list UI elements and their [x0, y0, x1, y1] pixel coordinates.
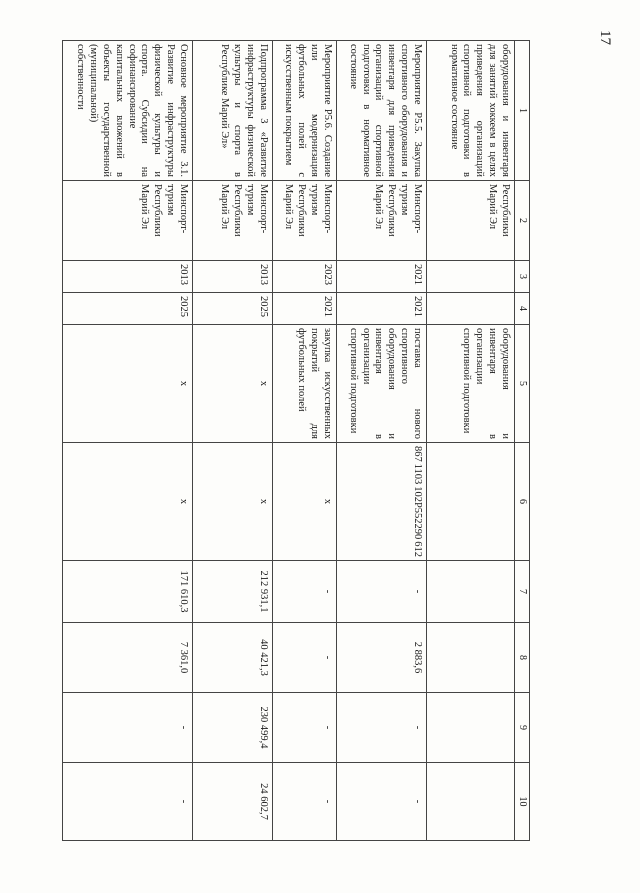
cell-event-name: Подпрограмма 3 «Развитие инфраструктуры физической культуры и спорта в Республике Марий Эл» — [192, 41, 272, 181]
cell-executor: Минспорт-туризм Республики Марий Эл — [272, 181, 336, 261]
cell-executor: Минспорт-туризм Республики Марий Эл — [336, 181, 426, 261]
table-row — [336, 41, 426, 841]
header-cell: 3 — [514, 261, 529, 293]
cell-end-year: 2025 — [192, 293, 272, 325]
cell-value: - — [336, 763, 426, 841]
budget-code-type: 612 — [411, 541, 423, 557]
cell-value — [426, 623, 514, 693]
cell-result: закупка искусственных покрытий для футбольных полей — [272, 325, 336, 443]
cell-value: 40 421,3 — [192, 623, 272, 693]
header-row — [514, 41, 529, 841]
cell-value — [426, 561, 514, 623]
cell-value: 24 602,7 — [192, 763, 272, 841]
header-cell: 10 — [514, 763, 529, 841]
cell-start-year: 2013 — [62, 261, 192, 293]
rotated-table-container — [10, 40, 530, 840]
table-row — [192, 41, 272, 841]
budget-code-target: 102P552290 — [411, 486, 423, 540]
cell-budget-code — [336, 443, 426, 561]
cell-value: - — [272, 763, 336, 841]
cell-value: - — [62, 763, 192, 841]
cell-budget-code: х — [272, 443, 336, 561]
table-row — [272, 41, 336, 841]
cell-value: 230 499,4 — [192, 693, 272, 763]
cell-start-year: 2023 — [272, 261, 336, 293]
cell-executor: Минспорт-туризм Республики Марий Эл — [62, 181, 192, 261]
cell-value: - — [336, 561, 426, 623]
cell-result: х — [192, 325, 272, 443]
cell-start-year: 2021 — [336, 261, 426, 293]
cell-executor: Минспорт-туризм Республики Марий Эл — [192, 181, 272, 261]
table-row — [62, 41, 192, 841]
cell-budget-code: х — [62, 443, 192, 561]
table-row — [426, 41, 514, 841]
cell-result: поставка нового спортивного оборудования и инвентаря в организации спортивной подготовки — [336, 325, 426, 443]
cell-end-year: 2021 — [336, 293, 426, 325]
header-cell: 1 — [514, 41, 529, 181]
cell-event-name: оборудования и инвентаря для занятий хоккеем в целях приведения организаций спортивной подготовки в нормативное состояние — [426, 41, 514, 181]
header-cell: 9 — [514, 693, 529, 763]
cell-end-year: 2025 — [62, 293, 192, 325]
cell-result: х — [62, 325, 192, 443]
header-cell: 2 — [514, 181, 529, 261]
cell-value: - — [62, 693, 192, 763]
cell-event-name: Мероприятие P5.6. Создание или модернизация футбольных полей с искусственным покрытием — [272, 41, 336, 181]
cell-value: 212 931,1 — [192, 561, 272, 623]
cell-value — [426, 763, 514, 841]
page-number: 17 — [597, 30, 613, 45]
cell-value — [426, 693, 514, 763]
header-cell: 8 — [514, 623, 529, 693]
cell-value: - — [336, 693, 426, 763]
cell-start-year: 2013 — [192, 261, 272, 293]
cell-budget-code: х — [192, 443, 272, 561]
cell-value: 7 361,0 — [62, 623, 192, 693]
cell-value: - — [272, 561, 336, 623]
cell-value: 171 610,3 — [62, 561, 192, 623]
header-cell: 4 — [514, 293, 529, 325]
cell-result: оборудования и инвентаря в организации спортивной подготовки — [426, 325, 514, 443]
cell-event-name: Основное мероприятие 3.1. Развитие инфраструктуры физической культуры и спорта. Субсидии на софинансирование капитальных вложений в объекты государственной (муниципальной) собственности — [62, 41, 192, 181]
cell-executor: Республики Марий Эл — [426, 181, 514, 261]
program-table — [62, 40, 530, 841]
cell-end-year: 2021 — [272, 293, 336, 325]
cell-start-year — [426, 261, 514, 293]
header-cell: 6 — [514, 443, 529, 561]
cell-value: - — [272, 693, 336, 763]
cell-event-name: Мероприятие P5.5. Закупка спортивного оборудования и инвентаря для приведения организаций спортивной подготовки в нормативное состояние — [336, 41, 426, 181]
budget-code-grbs: 867 — [411, 446, 423, 462]
budget-code-section: 1103 — [411, 463, 423, 485]
cell-budget-code — [426, 443, 514, 561]
header-cell: 7 — [514, 561, 529, 623]
cell-end-year — [426, 293, 514, 325]
cell-value: - — [272, 623, 336, 693]
budget-code-parts — [410, 446, 423, 557]
cell-value: 2 883,6 — [336, 623, 426, 693]
header-cell: 5 — [514, 325, 529, 443]
